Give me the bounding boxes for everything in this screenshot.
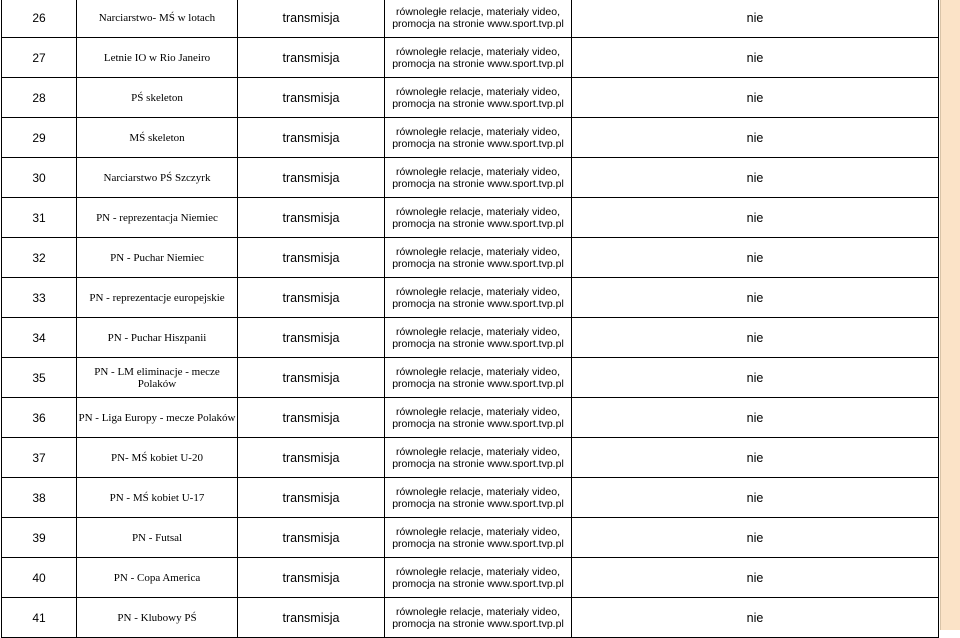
exclusivity-flag: nie xyxy=(572,398,939,438)
event-name: Letnie IO w Rio Janeiro xyxy=(77,38,238,78)
table-row xyxy=(2,398,939,438)
rights-type: transmisja xyxy=(238,38,385,78)
exclusivity-flag: nie xyxy=(572,0,939,38)
additional-rights-line-2: promocja na stronie www.sport.tvp.pl xyxy=(392,617,564,630)
event-name: PN - MŚ kobiet U-17 xyxy=(77,478,238,518)
additional-rights-line-2: promocja na stronie www.sport.tvp.pl xyxy=(392,137,564,150)
additional-rights xyxy=(385,518,572,558)
rights-type: transmisja xyxy=(238,318,385,358)
row-number: 41 xyxy=(2,598,77,638)
additional-rights xyxy=(385,0,572,38)
additional-rights-line-2: promocja na stronie www.sport.tvp.pl xyxy=(392,17,564,30)
table-row xyxy=(2,0,939,38)
additional-rights xyxy=(385,38,572,78)
table-row xyxy=(2,518,939,558)
rights-type: transmisja xyxy=(238,78,385,118)
row-number: 29 xyxy=(2,118,77,158)
event-name: PN - Puchar Hiszpanii xyxy=(77,318,238,358)
additional-rights-line-2: promocja na stronie www.sport.tvp.pl xyxy=(392,577,564,590)
row-number: 39 xyxy=(2,518,77,558)
table-row xyxy=(2,318,939,358)
additional-rights-line-1: równoległe relacje, materiały video, xyxy=(396,325,560,338)
event-name: PN- MŚ kobiet U-20 xyxy=(77,438,238,478)
exclusivity-flag: nie xyxy=(572,358,939,398)
event-name: PN - reprezentacja Niemiec xyxy=(77,198,238,238)
event-name: PN - LM eliminacje - mecze Polaków xyxy=(77,358,238,398)
additional-rights-line-2: promocja na stronie www.sport.tvp.pl xyxy=(392,457,564,470)
table-row xyxy=(2,278,939,318)
rights-type: transmisja xyxy=(238,238,385,278)
additional-rights-line-1: równoległe relacje, materiały video, xyxy=(396,605,560,618)
event-name: PN - reprezentacje europejskie xyxy=(77,278,238,318)
row-number: 30 xyxy=(2,158,77,198)
additional-rights-line-1: równoległe relacje, materiały video, xyxy=(396,205,560,218)
additional-rights-line-1: równoległe relacje, materiały video, xyxy=(396,365,560,378)
additional-rights-line-2: promocja na stronie www.sport.tvp.pl xyxy=(392,337,564,350)
table-row xyxy=(2,238,939,278)
additional-rights-line-2: promocja na stronie www.sport.tvp.pl xyxy=(392,537,564,550)
exclusivity-flag: nie xyxy=(572,118,939,158)
row-number: 27 xyxy=(2,38,77,78)
row-number: 36 xyxy=(2,398,77,438)
event-name: PN - Copa America xyxy=(77,558,238,598)
rights-type: transmisja xyxy=(238,478,385,518)
additional-rights xyxy=(385,598,572,638)
page-side-strip xyxy=(940,0,960,630)
additional-rights-line-2: promocja na stronie www.sport.tvp.pl xyxy=(392,177,564,190)
additional-rights-line-1: równoległe relacje, materiały video, xyxy=(396,85,560,98)
table-row xyxy=(2,78,939,118)
additional-rights-line-1: równoległe relacje, materiały video, xyxy=(396,285,560,298)
additional-rights-line-2: promocja na stronie www.sport.tvp.pl xyxy=(392,97,564,110)
additional-rights xyxy=(385,78,572,118)
exclusivity-flag: nie xyxy=(572,518,939,558)
event-name: PŚ skeleton xyxy=(77,78,238,118)
row-number: 37 xyxy=(2,438,77,478)
additional-rights-line-2: promocja na stronie www.sport.tvp.pl xyxy=(392,57,564,70)
rights-type: transmisja xyxy=(238,358,385,398)
additional-rights xyxy=(385,358,572,398)
table-row xyxy=(2,358,939,398)
additional-rights-line-2: promocja na stronie www.sport.tvp.pl xyxy=(392,497,564,510)
table-row xyxy=(2,598,939,638)
row-number: 31 xyxy=(2,198,77,238)
exclusivity-flag: nie xyxy=(572,198,939,238)
row-number: 38 xyxy=(2,478,77,518)
additional-rights-line-2: promocja na stronie www.sport.tvp.pl xyxy=(392,257,564,270)
rights-type: transmisja xyxy=(238,198,385,238)
rights-type: transmisja xyxy=(238,438,385,478)
row-number: 28 xyxy=(2,78,77,118)
additional-rights xyxy=(385,558,572,598)
rights-type: transmisja xyxy=(238,598,385,638)
additional-rights-line-1: równoległe relacje, materiały video, xyxy=(396,565,560,578)
exclusivity-flag: nie xyxy=(572,478,939,518)
event-name: PN - Klubowy PŚ xyxy=(77,598,238,638)
event-name: PN - Futsal xyxy=(77,518,238,558)
additional-rights-line-2: promocja na stronie www.sport.tvp.pl xyxy=(392,377,564,390)
additional-rights-line-1: równoległe relacje, materiały video, xyxy=(396,405,560,418)
table-row xyxy=(2,558,939,598)
exclusivity-flag: nie xyxy=(572,558,939,598)
broadcast-rights-table xyxy=(1,0,939,638)
additional-rights-line-1: równoległe relacje, materiały video, xyxy=(396,165,560,178)
rights-type: transmisja xyxy=(238,518,385,558)
table-row xyxy=(2,438,939,478)
additional-rights xyxy=(385,398,572,438)
additional-rights-line-1: równoległe relacje, materiały video, xyxy=(396,245,560,258)
row-number: 32 xyxy=(2,238,77,278)
additional-rights-line-1: równoległe relacje, materiały video, xyxy=(396,5,560,18)
additional-rights-line-1: równoległe relacje, materiały video, xyxy=(396,45,560,58)
additional-rights-line-1: równoległe relacje, materiały video, xyxy=(396,445,560,458)
rights-type: transmisja xyxy=(238,398,385,438)
event-name: PN - Liga Europy - mecze Polaków xyxy=(77,398,238,438)
additional-rights-line-1: równoległe relacje, materiały video, xyxy=(396,485,560,498)
exclusivity-flag: nie xyxy=(572,158,939,198)
row-number: 35 xyxy=(2,358,77,398)
rights-type: transmisja xyxy=(238,0,385,38)
additional-rights-line-2: promocja na stronie www.sport.tvp.pl xyxy=(392,217,564,230)
exclusivity-flag: nie xyxy=(572,38,939,78)
table-row xyxy=(2,38,939,78)
row-number: 33 xyxy=(2,278,77,318)
exclusivity-flag: nie xyxy=(572,78,939,118)
table-body xyxy=(2,0,939,638)
additional-rights xyxy=(385,238,572,278)
additional-rights xyxy=(385,318,572,358)
exclusivity-flag: nie xyxy=(572,438,939,478)
rights-type: transmisja xyxy=(238,558,385,598)
additional-rights xyxy=(385,198,572,238)
additional-rights-line-1: równoległe relacje, materiały video, xyxy=(396,525,560,538)
additional-rights xyxy=(385,438,572,478)
exclusivity-flag: nie xyxy=(572,318,939,358)
additional-rights xyxy=(385,278,572,318)
rights-type: transmisja xyxy=(238,118,385,158)
event-name: PN - Puchar Niemiec xyxy=(77,238,238,278)
exclusivity-flag: nie xyxy=(572,238,939,278)
exclusivity-flag: nie xyxy=(572,278,939,318)
row-number: 34 xyxy=(2,318,77,358)
additional-rights xyxy=(385,118,572,158)
row-number: 40 xyxy=(2,558,77,598)
rights-type: transmisja xyxy=(238,278,385,318)
row-number: 26 xyxy=(2,0,77,38)
exclusivity-flag: nie xyxy=(572,598,939,638)
table-row xyxy=(2,158,939,198)
additional-rights-line-2: promocja na stronie www.sport.tvp.pl xyxy=(392,417,564,430)
rights-type: transmisja xyxy=(238,158,385,198)
event-name: Narciarstwo PŚ Szczyrk xyxy=(77,158,238,198)
event-name: MŚ skeleton xyxy=(77,118,238,158)
additional-rights-line-2: promocja na stronie www.sport.tvp.pl xyxy=(392,297,564,310)
additional-rights xyxy=(385,158,572,198)
event-name: Narciarstwo- MŚ w lotach xyxy=(77,0,238,38)
table-row xyxy=(2,118,939,158)
additional-rights xyxy=(385,478,572,518)
table-row xyxy=(2,198,939,238)
table-row xyxy=(2,478,939,518)
additional-rights-line-1: równoległe relacje, materiały video, xyxy=(396,125,560,138)
